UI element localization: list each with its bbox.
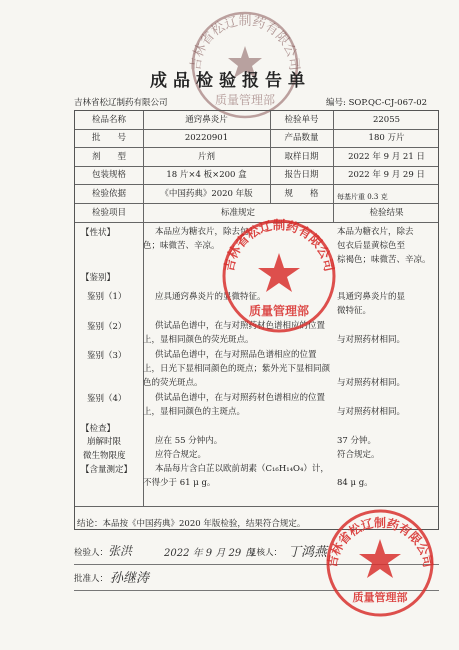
std-assay-2: 不得少于 61 μ g。	[143, 478, 216, 488]
item-inspection: 【检查】	[81, 424, 116, 434]
std-assay-1: 本品每片含白芷以欧前胡素（C₁₆H₁₄O₄）计，	[155, 464, 329, 474]
res-identification-1b: 微特征。	[337, 306, 372, 316]
label-report-date: 报告日期	[284, 170, 319, 180]
item-microbial-limit: 微生物限度	[83, 451, 126, 461]
item-appearance: 【性状】	[81, 228, 116, 238]
item-identification-4: 鉴别（4）	[87, 394, 127, 404]
svg-text:质量管理部: 质量管理部	[352, 591, 408, 604]
value-specification: 每基片重 0.3 克	[337, 193, 388, 201]
inspector-date: 2022 年 9 月 29 日	[164, 548, 255, 559]
std-identification-2b: 上，显相同颜色的荧光斑点。	[143, 335, 254, 345]
label-product-name: 检品名称	[91, 115, 126, 125]
approver-signature: 孙继涛	[110, 571, 150, 586]
std-appearance-1: 本品应为糖衣片，除去包	[155, 227, 249, 237]
std-identification-2a: 供试品色谱中，在与对照药材色谱相应的位置	[155, 321, 326, 331]
res-disintegration: 37 分钟。	[337, 436, 377, 446]
label-inspection-no: 检验单号	[284, 115, 319, 125]
item-identification-2: 鉴别（2）	[87, 322, 127, 332]
res-appearance-2: 包衣后显黄棕色至	[337, 241, 406, 251]
item-identification-1: 鉴别（1）	[87, 292, 127, 302]
label-batch-no: 批 号	[91, 133, 126, 143]
std-disintegration: 应在 55 分钟内。	[155, 436, 223, 446]
res-identification-4: 与对照药材相同。	[337, 407, 406, 417]
std-identification-3a: 供试品色谱中，在与对照品色谱相应的位置	[155, 350, 317, 360]
std-identification-4b: 上，显相同颜色的主斑点。	[143, 407, 246, 417]
inspector-label: 检验人：	[74, 548, 109, 558]
item-identification: 【鉴别】	[81, 273, 116, 283]
label-test-basis: 检验依据	[91, 189, 126, 199]
std-identification-1: 应具通窍鼻炎片的显微特征。	[155, 292, 266, 302]
res-identification-1a: 具通窍鼻炎片的显	[337, 292, 406, 302]
quality-stamp-top	[186, 6, 304, 124]
quality-stamp-middle	[218, 215, 340, 337]
value-batch-no: 20220901	[184, 133, 229, 143]
svg-text:质量管理部: 质量管理部	[214, 93, 276, 107]
quality-stamp-bottom	[322, 505, 438, 621]
svg-text:质量管理部: 质量管理部	[248, 304, 310, 318]
std-appearance-2: 色；味微苦、辛凉。	[143, 241, 220, 251]
value-sampling-date: 2022 年 9 月 21 日	[348, 152, 425, 162]
header-test-item: 检验项目	[91, 208, 126, 218]
item-disintegration: 崩解时限	[87, 437, 122, 447]
label-specification: 规 格	[284, 189, 319, 199]
value-inspection-no: 22055	[372, 115, 401, 125]
label-dosage-form: 剂 型	[91, 152, 126, 162]
res-identification-3: 与对照药材相同。	[337, 378, 406, 388]
item-identification-3: 鉴别（3）	[87, 351, 127, 361]
svg-text:吉林省松辽制药有限公司: 吉林省松辽制药有限公司	[188, 14, 302, 72]
value-dosage-form: 片剂	[197, 152, 215, 162]
res-microbial-limit: 符合规定。	[337, 450, 380, 460]
approver-label: 批准人：	[74, 574, 109, 584]
std-identification-3b: 上，日光下显相同颜色的斑点；紫外光下显相同颜	[143, 364, 331, 374]
document-number: 编号: SOP.QC-CJ-067-02	[326, 98, 428, 108]
std-identification-4a: 供试品色谱中，在与对照药材色谱相应的位置	[155, 393, 326, 403]
value-package-spec: 18 片×4 板×200 盒	[166, 170, 247, 180]
conclusion: 结论：本品按《中国药典》2020 年版检验，结果符合规定。	[77, 519, 306, 529]
company-name: 吉林省松辽制药有限公司	[74, 98, 168, 108]
item-assay: 【含量测定】	[81, 465, 133, 475]
label-sampling-date: 取样日期	[284, 152, 319, 162]
label-quantity: 产品数量	[284, 133, 319, 143]
reviewer-signature: 丁鸿燕	[288, 545, 328, 560]
value-report-date: 2022 年 9 月 29 日	[348, 170, 425, 180]
header-standard: 标准规定	[220, 208, 255, 218]
res-assay: 84 μ g。	[337, 478, 373, 488]
value-product-name: 通窍鼻炎片	[185, 115, 228, 125]
res-appearance-1: 本品为糖衣片，除去	[337, 227, 414, 237]
value-quantity: 180 万片	[368, 133, 405, 143]
res-appearance-3: 棕褐色；味微苦、辛凉。	[337, 255, 431, 265]
std-microbial-limit: 应符合规定。	[155, 450, 207, 460]
inspector-signature: 张洪	[108, 544, 133, 558]
page-title: 成品检验报告单	[150, 71, 311, 91]
reviewer-label: 复核人：	[248, 548, 283, 558]
header-result: 检验结果	[369, 208, 404, 218]
label-package-spec: 包装规格	[91, 170, 126, 180]
svg-text:吉林省松辽制药有限公司: 吉林省松辽制药有限公司	[220, 217, 338, 273]
std-identification-3c: 色的荧光斑点。	[143, 378, 203, 388]
svg-text:吉林省松辽制药有限公司: 吉林省松辽制药有限公司	[324, 516, 436, 569]
res-identification-2: 与对照药材相同。	[337, 335, 406, 345]
value-test-basis: 《中国药典》2020 年版	[160, 189, 253, 199]
